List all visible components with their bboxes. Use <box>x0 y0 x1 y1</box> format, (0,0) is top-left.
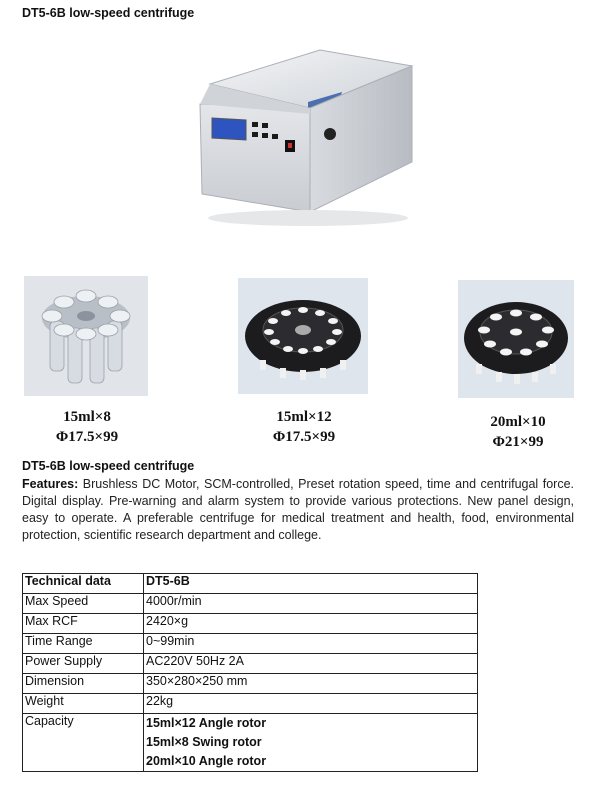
spec-value: 4000r/min <box>144 594 478 614</box>
spec-label: Dimension <box>23 674 144 694</box>
rotor-size: Φ17.5×99 <box>272 429 336 445</box>
spec-value: 2420×g <box>144 614 478 634</box>
spec-value: 22kg <box>144 694 478 714</box>
rotor-volume: 20ml×10 <box>490 414 546 430</box>
table-row <box>23 614 478 634</box>
capacity-line: 15ml×12 Angle rotor <box>146 716 267 730</box>
rotor-caption-3 <box>454 412 582 452</box>
features-text: Brushless DC Motor, SCM-controlled, Preset rotation speed, time and centrifugal force. Digital display. Pre-warning and alarm system to provide various protections. New panel design, easy to operate. A preferable centrifuge for medical treatment and health, food, environmental protection, scientific research department and college. <box>22 477 574 542</box>
capacity-line: 15ml×8 Swing rotor <box>146 735 262 749</box>
capacity-line: 20ml×10 Angle rotor <box>146 754 267 768</box>
rotor-volume: 15ml×8 <box>63 409 111 425</box>
features-label: Features: <box>22 477 79 491</box>
spec-value <box>144 714 478 772</box>
spec-label: Power Supply <box>23 654 144 674</box>
spec-value: AC220V 50Hz 2A <box>144 654 478 674</box>
section-title: DT5-6B low-speed centrifuge <box>22 459 195 473</box>
table-row <box>23 694 478 714</box>
rotor-caption-1 <box>22 407 152 447</box>
table-row <box>23 634 478 654</box>
table-row <box>23 674 478 694</box>
spec-label: Max Speed <box>23 594 144 614</box>
spec-table <box>22 573 478 772</box>
spec-value: 350×280×250 mm <box>144 674 478 694</box>
rotor-caption-2 <box>236 407 372 447</box>
table-header-cell: Technical data <box>23 574 144 594</box>
spec-label: Time Range <box>23 634 144 654</box>
spec-label: Max RCF <box>23 614 144 634</box>
table-header-row <box>23 574 478 594</box>
spec-label: Capacity <box>23 714 144 772</box>
spec-value: 0~99min <box>144 634 478 654</box>
features-paragraph <box>22 476 574 544</box>
angle-rotor-10-photo <box>458 280 574 398</box>
spec-label: Weight <box>23 694 144 714</box>
centrifuge-photo <box>190 22 420 272</box>
rotor-size: Φ17.5×99 <box>55 429 119 445</box>
table-row <box>23 594 478 614</box>
table-row-capacity <box>23 714 478 772</box>
angle-rotor-12-photo <box>238 278 368 394</box>
rotor-size: Φ21×99 <box>492 434 544 450</box>
swing-rotor-photo <box>24 276 148 396</box>
table-header-cell: DT5-6B <box>144 574 478 594</box>
page-title: DT5-6B low-speed centrifuge <box>22 6 195 20</box>
rotor-volume: 15ml×12 <box>276 409 332 425</box>
table-row <box>23 654 478 674</box>
